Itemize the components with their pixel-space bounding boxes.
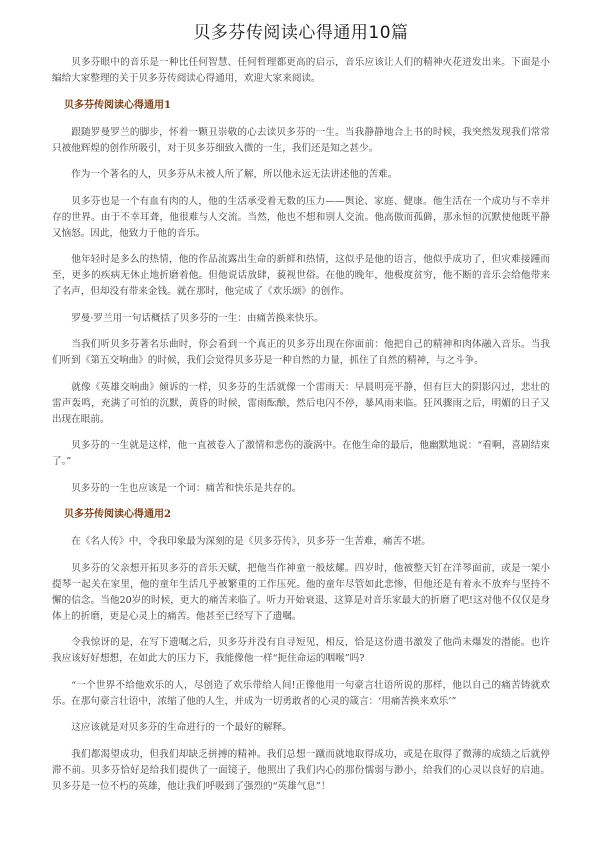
paragraph: 就像《英雄交响曲》倾诉的一样，贝多芬的生活就像一个雷雨天：早晨明亮平静，但有巨大的阴影闪过，悲壮的雷声轰鸣，充满了可怕的沉默，黄昏的时候，雷雨酝酿，然后电闪不停，暴风雨来临。狂风骤雨之后，明媚的日子又出现在眼前。 [52, 381, 550, 425]
paragraph: 令我惊讶的是，在写下遗嘱之后，贝多芬并没有自寻短见，相反，恰是这份遗书激发了他尚未爆发的潜能。也许我应该好好想想，在如此大的压力下，我能像他一样“扼住命运的咽喉”吗? [52, 637, 550, 664]
paragraph: 贝多芬的一生也应该是一个词：痛苦和快乐是共存的。 [71, 482, 302, 494]
paragraph: 在《名人传》中，令我印象最为深刻的是《贝多芬传》，贝多芬一生苦难，痛苦不堪。 [71, 536, 431, 547]
paragraph: 当我们听贝多芬著名乐曲时，你会看到一个真正的贝多芬出现在你面前：他把自己的精神和肉体融入音乐。当我们听到《第五交响曲》的时候，我们会觉得贝多芬是一种自然的力量，抓住了自然的精神，与之斗争。 [52, 339, 550, 366]
paragraph: 贝多芬也是一个有血有肉的人，他的生活承受着无数的压力——舆论、家庭、健康。他生活在一个成功与不幸并存的世界。由于不幸耳聋，他很难与人交流。当然，他也不想和别人交流。他高傲而孤僻，那永恒的沉默使他既平静又恼怒。因此，他致力于他的音乐。 [52, 195, 550, 239]
paragraph: 作为一个著名的人，贝多芬从未被人所了解，所以他永远无法讲述他的苦难。 [71, 169, 398, 180]
paragraph: 贝多芬的父亲想开拓贝多芬的音乐天赋，把他当作神童一般炫耀。四岁时，他被整天钉在洋琴面前，或是一架小提琴一起关在家里，他的童年生活几乎被繁重的工作压死。他的童年尽管如此悲惨，但他还是有着永不放弃与坚持不懈的信念。当他20岁的时候，更大的痛苦来临了。听力开始衰退，这算是对音乐家最大的折磨了吧!这对他不仅仅是身体上的折磨，更是心灵上的痛苦。他甚至已经写下了遗嘱。 [52, 562, 550, 622]
section-heading-2: 贝多芬传阅读心得通用2 [64, 509, 171, 520]
paragraph: 这应该就是对贝多芬的生命进行的一个最好的解释。 [71, 722, 292, 733]
paragraph: 贝多芬的一生就是这样，他一直被卷入了激情和悲伤的漩涡中。在他生命的最后，他幽默地说：“看啊，喜剧结束了。” [52, 440, 550, 467]
paragraph: 我们都渴望成功，但我们却缺乏拼搏的精神。我们总想一蹴而就地取得成功，或是在取得了微薄的成绩之后就停滞不前。贝多芬恰好是给我们提供了一面镜子，他照出了我们内心的那份懦弱与渺小，给我们的心灵以良好的启迪。贝多芬是一位不朽的英雄，他让我们呼吸到了强烈的“英雄气息”！ [52, 748, 550, 792]
paragraph: 罗曼·罗兰用一句话概括了贝多芬的一生：由痛苦换来快乐。 [71, 312, 324, 324]
paragraph: 跟随罗曼罗兰的脚步，怀着一颗丑崇敬的心去读贝多芬的一生。当我静静地合上书的时候，我突然发现我们常常只被他辉煌的创作所吸引，对于贝多芬细致入微的一生，我们还是知之甚少。 [52, 126, 550, 154]
paragraph: 他年轻时是多么的热情，他的作品流露出生命的新鲜和热情，这似乎是他的语言，他似乎成功了，但灾难接踵而至，更多的疾病无休止地折磨着他。但他说话放肆，藐视世俗。在他的晚年，他极度贫穷，他不断的音乐会给他带来了名声，但却没有带来金钱。就在那时，他完成了《欢乐颂》的创作。 [52, 254, 550, 297]
intro-paragraph: 贝多芬眼中的音乐是一种比任何智慧、任何哲理都更高的启示，音乐应该让人们的精神火花迸发出来。下面是小编给大家整理的关于贝多芬传阅读心得通用，欢迎大家来阅读。 [52, 57, 550, 84]
section-heading-1: 贝多芬传阅读心得通用1 [64, 99, 171, 111]
paragraph: “一个世界不给他欢乐的人，尽创造了欢乐带给人间!正像他用一句豪言壮语所说的那样，他以自己的痛苦铸就欢乐。在那句豪言壮语中，浓缩了他的人生，并成为一切勇敢者的心灵的箴言：‘用痛苦换来欢乐’” [52, 679, 550, 707]
page-title: 贝多芬传阅读心得通用10篇 [193, 23, 409, 43]
